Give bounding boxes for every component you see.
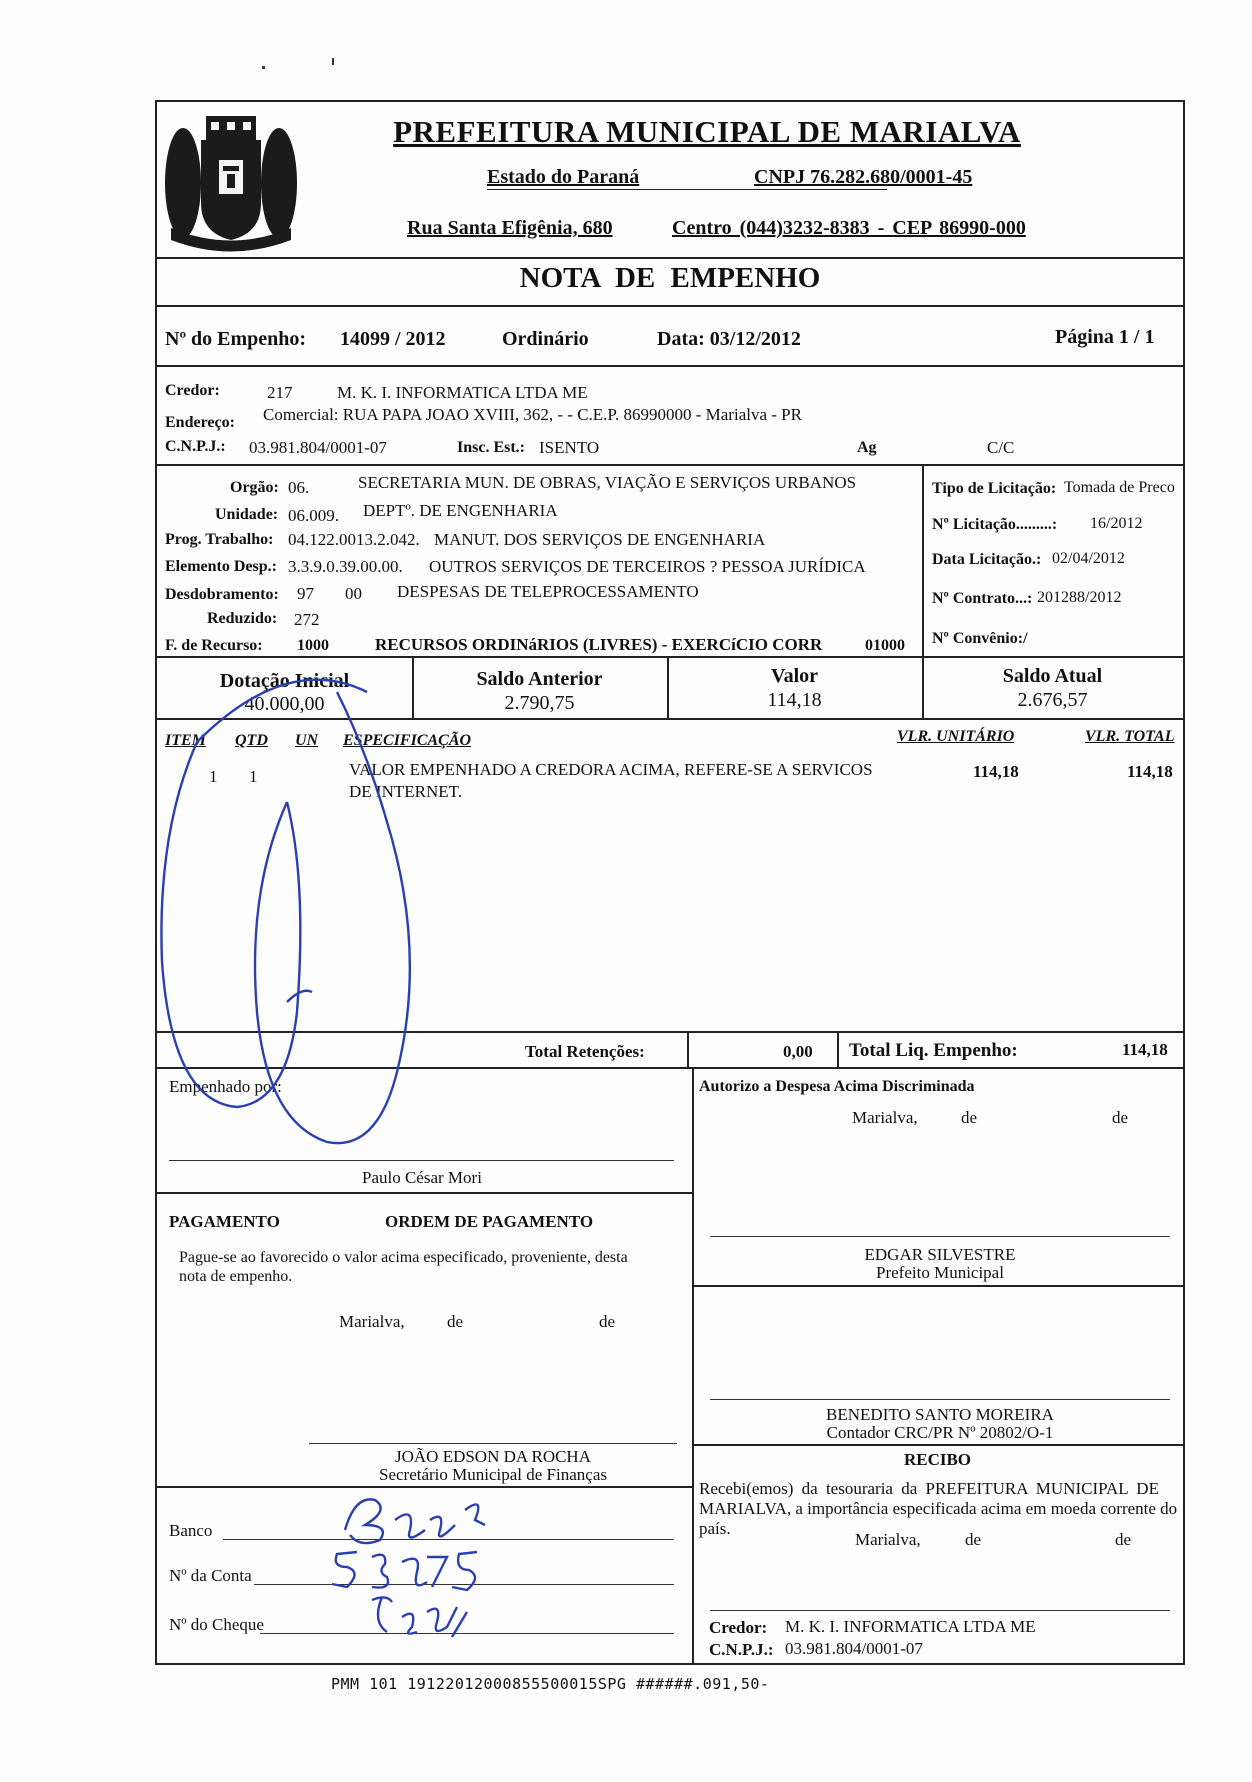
pagamento-text-line1: Pague-se ao favorecido o valor acima especificado, proveniente, desta	[179, 1249, 628, 1266]
tipo-licitacao-value: Tomada de Preco	[1064, 479, 1175, 496]
reduzido-label: Reduzido:	[207, 610, 278, 627]
saldo-atual-value: 2.676,57	[1017, 689, 1088, 711]
col-vlr-total: VLR. TOTAL	[1085, 728, 1175, 745]
tipo-licitacao-label: Tipo de Licitação:	[932, 480, 1057, 497]
recibo-line3: país.	[699, 1519, 731, 1538]
autorizo-de2: de	[1112, 1108, 1129, 1127]
item-total-value: 114,18	[1127, 762, 1173, 781]
empenhado-label: Empenhado por:	[169, 1077, 282, 1096]
licitacao-numero-label: Nº Licitação.........:	[932, 516, 1058, 533]
col-vlr-unitario: VLR. UNITÁRIO	[897, 728, 1015, 745]
col-qtd: QTD	[235, 732, 268, 749]
saldo-atual-label: Saldo Atual	[1002, 665, 1103, 687]
orgao-value: SECRETARIA MUN. DE OBRAS, VIAÇÃO E SERVIÇOS URBANOS	[358, 473, 857, 492]
contrato-value: 201288/2012	[1037, 589, 1122, 606]
recibo-de1: de	[965, 1530, 982, 1549]
unidade-value: DEPTº. DE ENGENHARIA	[363, 501, 558, 520]
item-number: 1	[209, 767, 218, 786]
contrato-label: Nº Contrato...:	[932, 590, 1033, 607]
scan-mark	[262, 66, 265, 69]
reduzido-value: 272	[294, 610, 320, 629]
trabalho-code: 04.122.0013.2.042.	[288, 530, 420, 549]
ag-label: Ag	[857, 439, 877, 456]
recibo-line2: MARIALVA, a importância especificada acima em moeda corrente do	[699, 1499, 1178, 1518]
handwritten-banco	[335, 1490, 515, 1550]
col-item: ITEM	[165, 732, 206, 749]
empenho-label: Nº do Empenho:	[165, 328, 307, 350]
recurso-code: 1000	[297, 637, 329, 654]
endereco-value: Comercial: RUA PAPA JOAO XVIII, 362, - - C.E.P. 86990000 - Marialva - PR	[263, 405, 802, 424]
empenho-number: 14099 / 2012	[340, 328, 446, 350]
recibo-label: RECIBO	[903, 1450, 972, 1469]
header-district-phone: Centro (044)3232-8383 - CEP 86990-000	[672, 217, 1026, 239]
item-qtd: 1	[249, 767, 258, 786]
unidade-code: 06.009.	[288, 506, 339, 525]
recurso-value: RECURSOS ORDINáRIOS (LIVRES) - EXERCíCIO CORR	[375, 635, 823, 654]
pagamento-text-line2: nota de empenho.	[179, 1268, 293, 1285]
trabalho-label: Prog. Trabalho:	[165, 531, 274, 548]
orgao-label: Orgão:	[230, 479, 279, 496]
pagamento-role: Secretário Municipal de Finanças	[378, 1465, 607, 1484]
autorizo-role: Prefeito Municipal	[876, 1263, 1004, 1282]
convenio-label: Nº Convênio:/	[932, 630, 1028, 647]
trabalho-value: MANUT. DOS SERVIÇOS DE ENGENHARIA	[434, 530, 766, 549]
signature-scribble	[137, 632, 457, 1152]
unidade-label: Unidade:	[215, 506, 279, 523]
recurso-num: 01000	[865, 637, 905, 654]
header-address: Rua Santa Efigênia, 680	[407, 217, 613, 239]
orgao-code: 06.	[288, 478, 310, 497]
cheque-label: Nº do Cheque	[169, 1615, 264, 1634]
licitacao-numero-value: 16/2012	[1090, 515, 1143, 532]
contador-role: Contador CRC/PR Nº 20802/O-1	[826, 1423, 1054, 1442]
dotacao-label: Dotação Inicial	[219, 670, 350, 692]
recurso-label: F. de Recurso:	[165, 637, 263, 654]
ie-label: Insc. Est.:	[457, 439, 526, 456]
doc-title: NOTA DE EMPENHO	[519, 262, 821, 294]
liquido-label: Total Liq. Empenho:	[849, 1040, 1018, 1061]
header-title: PREFEITURA MUNICIPAL DE MARIALVA	[393, 114, 1021, 149]
pagamento-label: PAGAMENTO	[169, 1212, 280, 1231]
header-state: Estado do Paraná	[487, 166, 640, 188]
recibo-credor-label: Credor:	[709, 1618, 768, 1637]
empenhado-signer: Paulo César Mori	[362, 1168, 482, 1187]
item-desc-line2: DE INTERNET.	[349, 782, 462, 801]
cnpj-value: 03.981.804/0001-07	[249, 438, 387, 457]
ordem-pagamento-label: ORDEM DE PAGAMENTO	[385, 1212, 594, 1231]
empenho-date: Data: 03/12/2012	[657, 328, 801, 350]
credor-label: Credor:	[165, 382, 220, 399]
desdobramento-sub: 00	[345, 584, 362, 603]
cnpj-label: C.N.P.J.:	[165, 438, 226, 455]
item-unit-value: 114,18	[973, 762, 1019, 781]
autorizo-de1: de	[961, 1108, 978, 1127]
col-especificacao: ESPECIFICAÇÃO	[343, 732, 472, 749]
contador-signer: BENEDITO SANTO MOREIRA	[826, 1405, 1054, 1424]
recibo-cnpj-value: 03.981.804/0001-07	[785, 1639, 923, 1658]
retencoes-value: 0,00	[783, 1042, 813, 1061]
valor-value: 114,18	[767, 689, 822, 711]
recibo-cnpj-label: C.N.P.J.:	[709, 1640, 774, 1659]
elemento-code: 3.3.9.0.39.00.00.	[288, 557, 403, 576]
endereco-label: Endereço:	[165, 414, 235, 431]
recibo-city: Marialva,	[855, 1530, 921, 1549]
valor-label: Valor	[770, 665, 819, 687]
ie-value: ISENTO	[539, 438, 600, 457]
cc-label: C/C	[987, 438, 1015, 457]
col-un: UN	[295, 732, 319, 749]
dotacao-value: 40.000,00	[244, 693, 325, 715]
credor-name: M. K. I. INFORMATICA LTDA ME	[337, 383, 588, 402]
licitacao-data-label: Data Licitação.:	[932, 551, 1042, 568]
footer-control-code: PMM 101 19122012000855500015SPG ######.091,50-	[331, 1675, 770, 1693]
pagamento-de2: de	[599, 1312, 616, 1331]
pagamento-city: Marialva,	[339, 1312, 405, 1331]
liquido-value: 114,18	[1122, 1040, 1168, 1059]
header-state-underline	[487, 189, 887, 190]
scan-mark	[332, 58, 334, 65]
retencoes-label: Total Retenções:	[525, 1042, 645, 1061]
desdobramento-value: DESPESAS DE TELEPROCESSAMENTO	[397, 582, 699, 601]
elemento-label: Elemento Desp.:	[165, 558, 277, 575]
handwritten-conta	[327, 1542, 527, 1597]
recibo-credor-value: M. K. I. INFORMATICA LTDA ME	[785, 1617, 1036, 1636]
autorizo-label: Autorizo a Despesa Acima Discriminada	[699, 1078, 975, 1095]
nota-de-empenho-form	[155, 100, 1185, 1693]
item-desc-line1: VALOR EMPENHADO A CREDORA ACIMA, REFERE-SE A SERVICOS	[349, 760, 873, 779]
conta-label: Nº da Conta	[169, 1566, 252, 1585]
licitacao-data-value: 02/04/2012	[1052, 550, 1125, 567]
pagamento-signer: JOÃO EDSON DA ROCHA	[395, 1447, 591, 1466]
pagamento-de1: de	[447, 1312, 464, 1331]
recibo-de2: de	[1115, 1530, 1132, 1549]
autorizo-city: Marialva,	[852, 1108, 918, 1127]
header-cnpj: CNPJ 76.282.680/0001-45	[754, 166, 973, 188]
credor-code: 217	[267, 383, 293, 402]
elemento-value: OUTROS SERVIÇOS DE TERCEIROS ? PESSOA JURÍDICA	[429, 557, 866, 576]
autorizo-signer: EDGAR SILVESTRE	[864, 1245, 1016, 1264]
banco-label: Banco	[169, 1521, 213, 1540]
municipal-coat-of-arms	[161, 108, 301, 258]
handwritten-cheque	[357, 1592, 497, 1642]
saldo-anterior-label: Saldo Anterior	[476, 668, 603, 690]
recibo-line1: Recebi(emos) da tesouraria da PREFEITURA MUNICIPAL DE	[699, 1479, 1159, 1498]
saldo-anterior-value: 2.790,75	[504, 692, 575, 714]
desdobramento-code: 97	[297, 584, 314, 603]
empenho-page: Página 1 / 1	[1055, 326, 1155, 348]
empenho-type: Ordinário	[502, 328, 589, 350]
desdobramento-label: Desdobramento:	[165, 586, 279, 603]
